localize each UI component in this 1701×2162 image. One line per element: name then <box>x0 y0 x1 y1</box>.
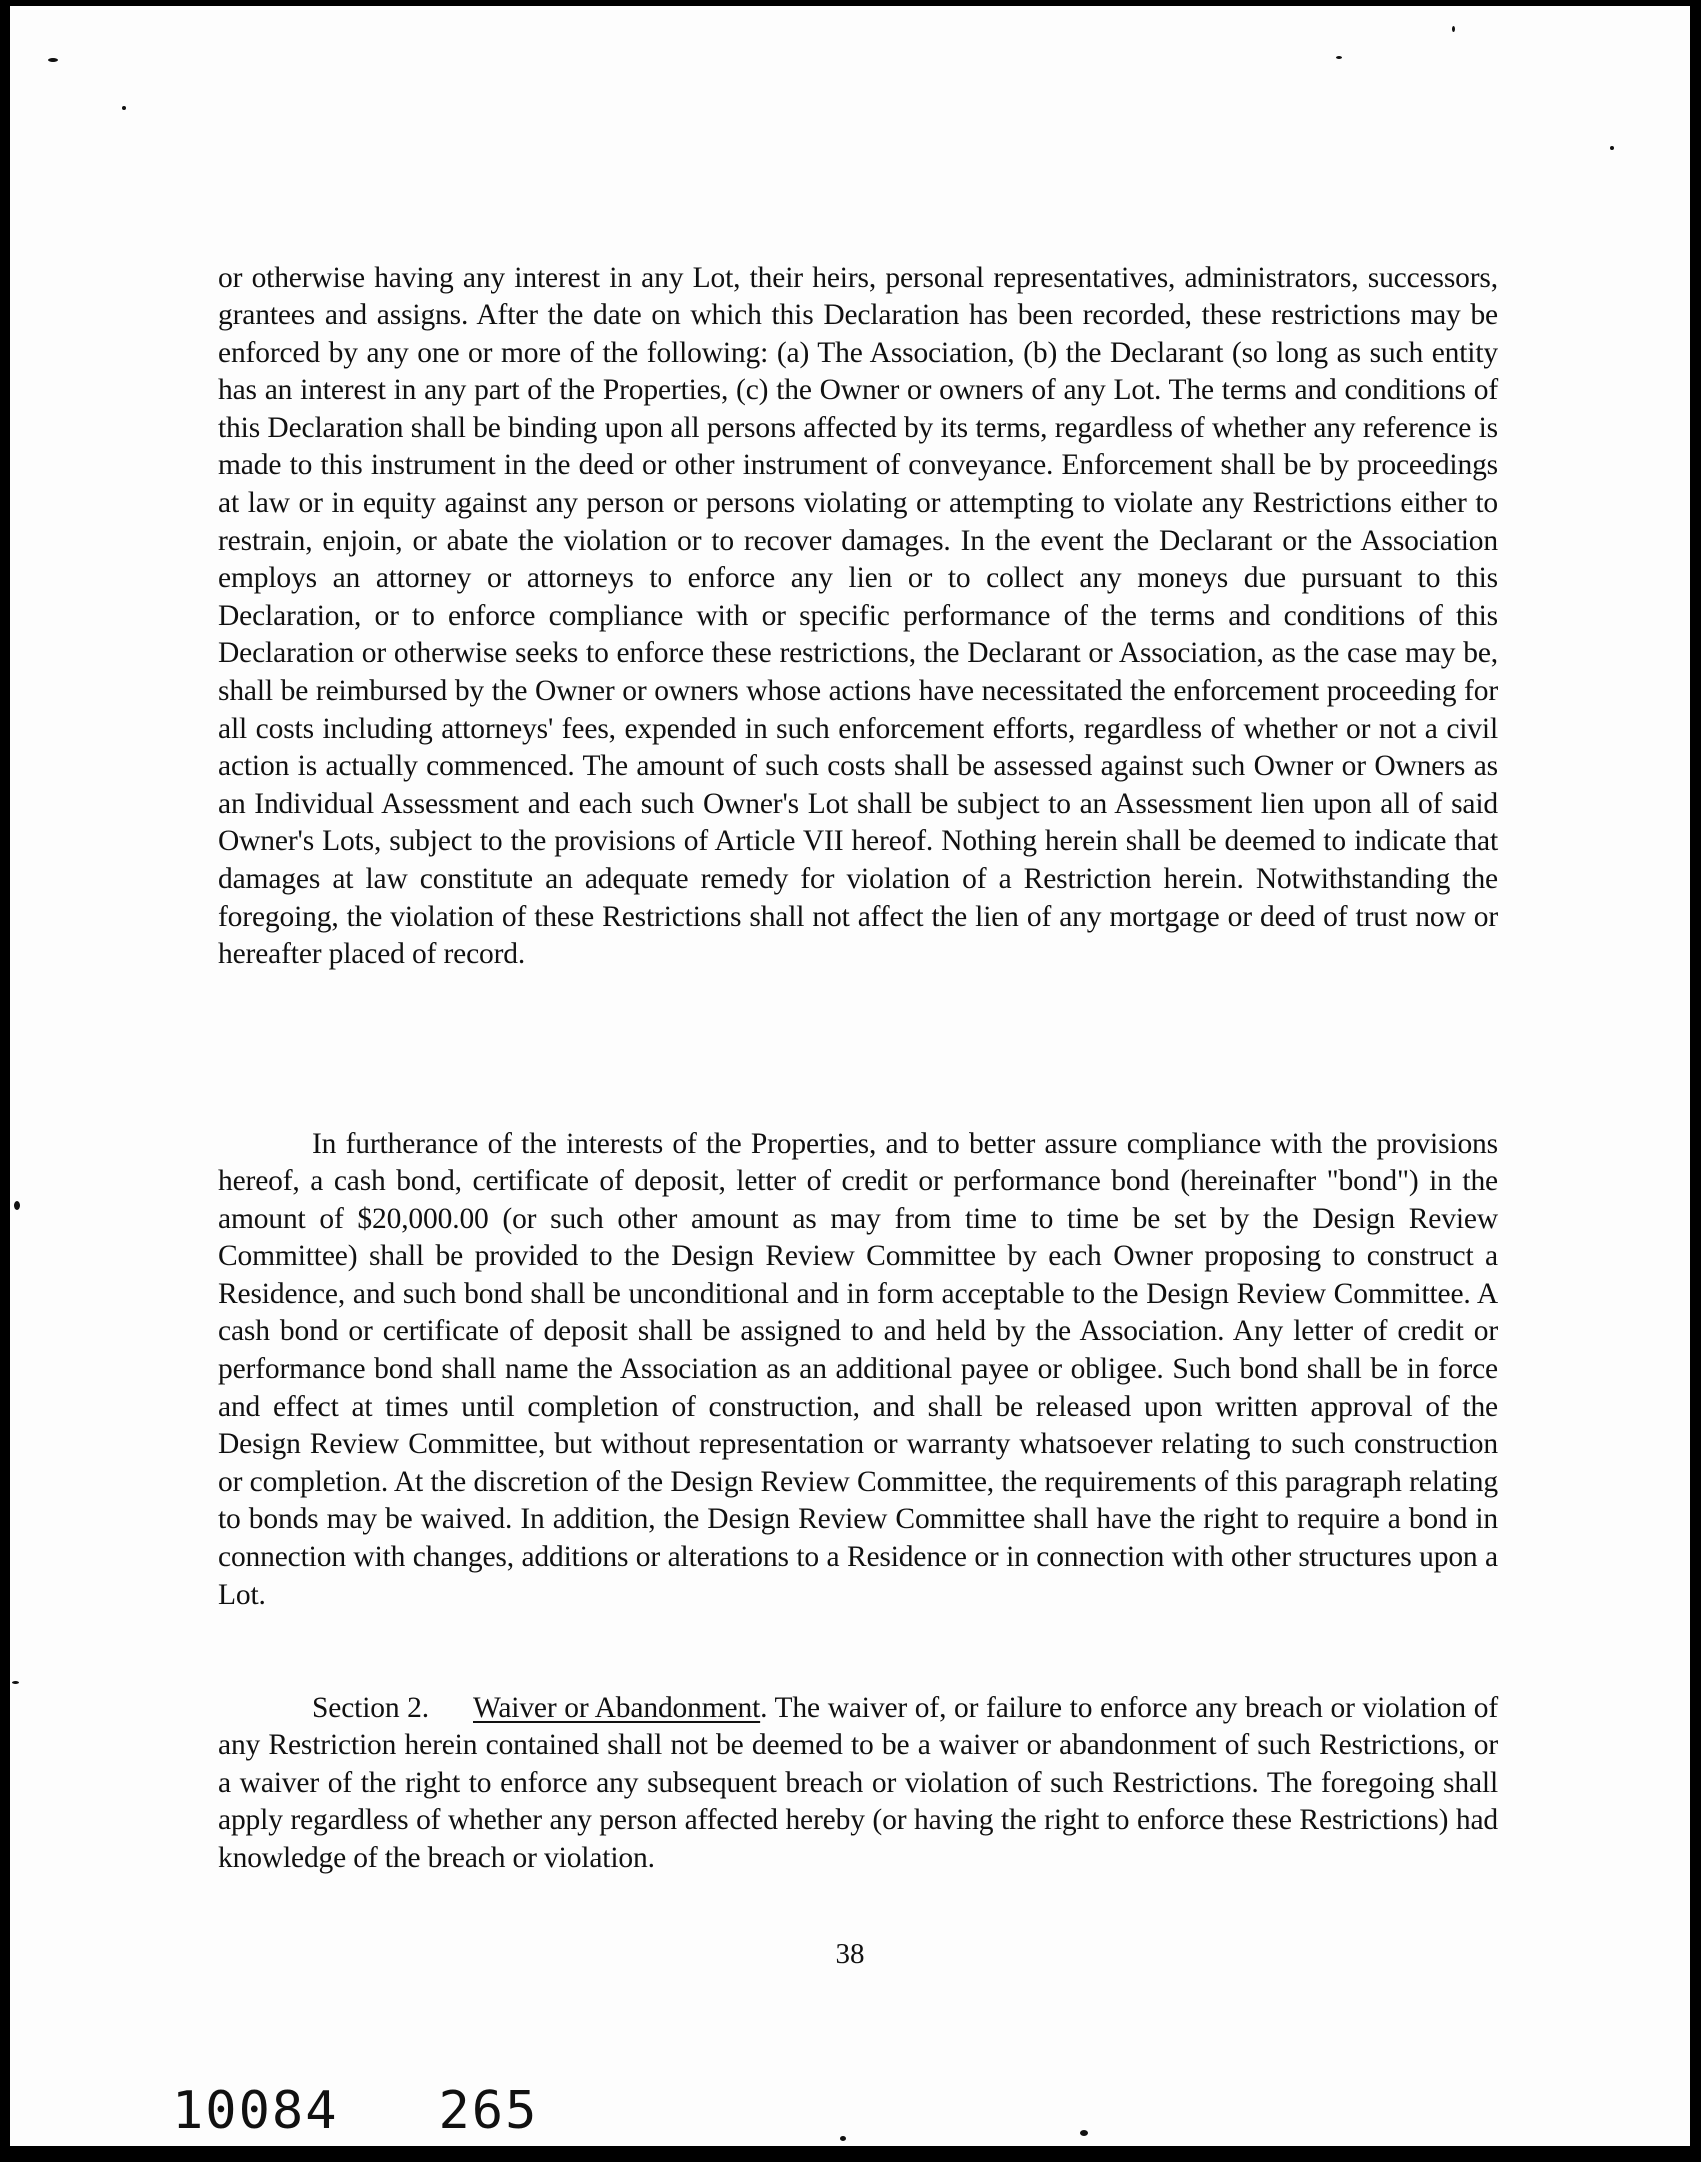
scan-speck <box>14 1201 20 1210</box>
scan-speck <box>48 58 58 62</box>
page-number: 38 <box>835 1938 865 1970</box>
scan-speck <box>1080 2130 1088 2136</box>
recording-stamp-number: 10084 265 <box>172 2081 539 2141</box>
section-title: Waiver or Abandonment <box>473 1691 761 1724</box>
document-page <box>10 6 1690 2146</box>
scan-speck <box>122 106 126 110</box>
section-2-waiver <box>218 1690 1498 1878</box>
scan-speck <box>12 1681 19 1684</box>
scan-speck <box>840 2136 846 2141</box>
paragraph-bond: In furtherance of the interests of the Properties, and to better assure compliance with the provisions hereof, a cash bond, certificate of deposit, letter of credit or performance bond (hereinafter "bond") in the amount of $20,000.00 (or such other amount as may from time to time be set by the Design Review Committee) shall be provided to the Design Review Committee by each Owner proposing to construct a Residence, and such bond shall be unconditional and in form acceptable to the Design Review Committee. A cash bond or certificate of deposit shall be assigned to and held by the Association. Any letter of credit or performance bond shall name the Association as an additional payee or obligee. Such bond shall be in force and effect at times until completion of construction, and shall be released upon written approval of the Design Review Committee, but without representation or warranty whatsoever relating to such construction or completion. At the discretion of the Design Review Committee, the requirements of this paragraph relating to bonds may be waived. In addition, the Design Review Committee shall have the right to require a bond in connection with changes, additions or alterations to a Residence or in connection with other structures upon a Lot. <box>218 1127 1498 1611</box>
paragraph-enforcement: or otherwise having any interest in any Lot, their heirs, personal representatives, administrators, successors, grantees and assigns. After the date on which this Declaration has been recorded, these restrictions may be enforced by any one or more of the following: (a) The Association, (b) the Declarant (so long as such entity has an interest in any part of the Properties, (c) the Owner or owners of any Lot. The terms and conditions of this Declaration shall be binding upon all persons affected by its terms, regardless of whether any reference is made to this instrument in the deed or other instrument of conveyance. Enforcement shall be by proceedings at law or in equity against any person or persons violating or attempting to violate any Restrictions either to restrain, enjoin, or abate the violation or to recover damages. In the event the Declarant or the Association employs an attorney or attorneys to enforce any lien or to collect any moneys due pursuant to this Declaration, or to enforce compliance with or specific performance of the terms and conditions of this Declaration or otherwise seeks to enforce these restrictions, the Declarant or Association, as the case may be, shall be reimbursed by the Owner or owners whose actions have necessitated the enforcement proceeding for all costs including attorneys' fees, expended in such enforcement efforts, regardless of whether or not a civil action is actually commenced. The amount of such costs shall be assessed against such Owner or Owners as an Individual Assessment and each such Owner's Lot shall be subject to an Assessment lien upon all of said Owner's Lots, subject to the provisions of Article VII hereof. Nothing herein shall be deemed to indicate that damages at law constitute an adequate remedy for violation of a Restriction herein. Notwithstanding the foregoing, the violation of these Restrictions shall not affect the lien of any mortgage or deed of trust now or hereafter placed of record. <box>218 261 1498 971</box>
scan-speck <box>1336 56 1342 59</box>
scan-speck <box>1610 146 1614 150</box>
section-label: Section 2. <box>312 1691 429 1724</box>
section-text: . The waiver of, or failure to enforce any breach or violation of any Restriction herein contained shall not be deemed to be a waiver or abandonment of such Restrictions, or a waiver of the right to enforce any subsequent breach or violation of such Restrictions. The foregoing shall apply regardless of whether any person affected hereby (or having the right to enforce these Restrictions) had knowledge of the breach or violation. <box>218 1691 1499 1874</box>
scan-speck <box>1452 26 1455 32</box>
